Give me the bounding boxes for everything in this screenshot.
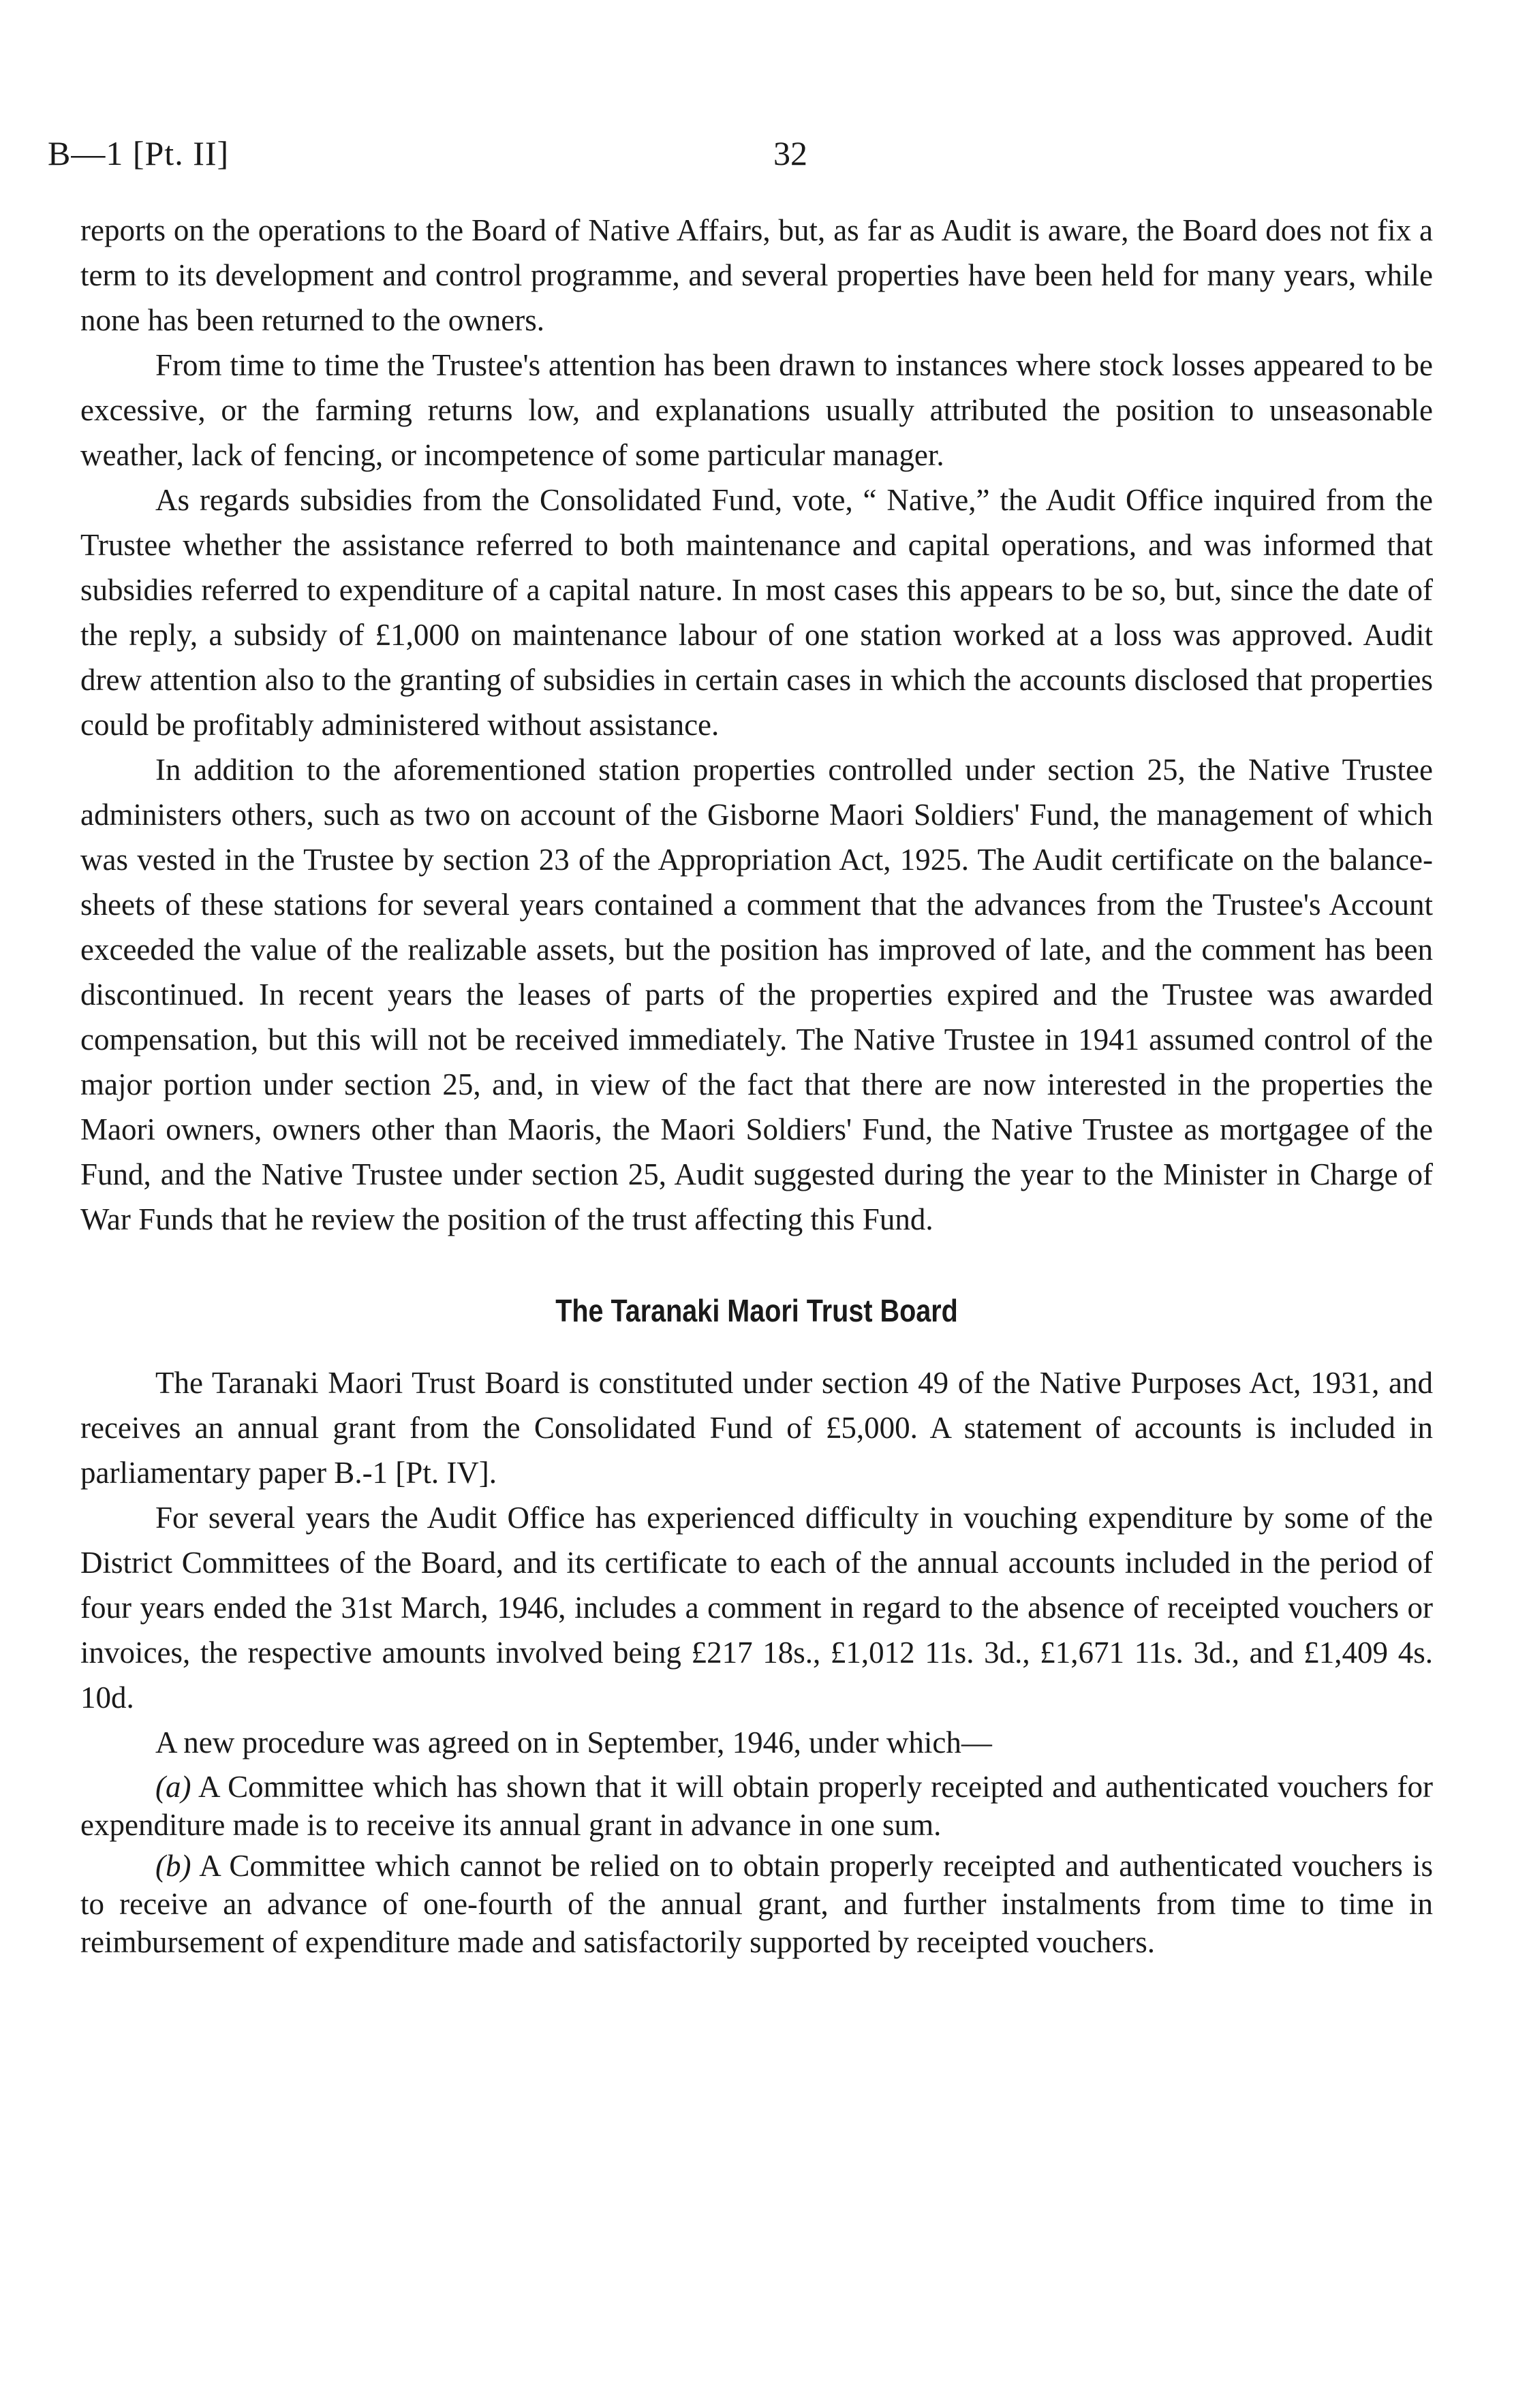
section-heading: The Taranaki Maori Trust Board	[555, 1293, 958, 1328]
list-item-text: A Committee which has shown that it will obtain properly receipted and authenticated vouchers for expenditure made is to receive its annual grant in advance in one sum.	[80, 1770, 1433, 1842]
paragraph: In addition to the aforementioned station properties controlled under section 25, the Native Trustee administers others, such as two on account of the Gisborne Maori Soldiers' Fund, the management of which was vested in the Trustee by section 23 of the Appropriation Act, 1925. The Audit certificate on the balance-sheets of these stations for several years contained a comment that the advances from the Trustee's Account exceeded the value of the realizable assets, but the position has improved of late, and the comment has been discontinued. In recent years the leases of parts of the properties expired and the Trustee was awarded compensation, but this will not be received immediately. The Native Trustee in 1941 assumed control of the major portion under section 25, and, in view of the fact that there are now interested in the properties the Maori owners, owners other than Maoris, the Maori Soldiers' Fund, the Native Trustee as mortgagee of the Fund, and the Native Trustee under section 25, Audit suggested during the year to the Minister in Charge of War Funds that he review the position of the trust affecting this Fund.	[80, 753, 1433, 1236]
list-marker: (a)	[155, 1770, 191, 1804]
paragraph: As regards subsidies from the Consolidated Fund, vote, “ Native,” the Audit Office inquired from the Trustee whether the assistance referred to both maintenance and capital operations, and was informed that subsidies referred to expenditure of a capital nature. In most cases this appears to be so, but, since the date of the reply, a subsidy of £1,000 on maintenance labour of one station worked at a loss was approved. Audit drew attention also to the granting of subsidies in certain cases in which the accounts disclosed that properties could be profitably administered without assistance.	[80, 483, 1433, 742]
paragraph: From time to time the Trustee's attention has been drawn to instances where stock losses appeared to be excessive, or the farming returns low, and explanations usually attributed the position to unseasonable weather, lack of fencing, or incompetence of some particular manager.	[80, 348, 1433, 472]
page-number: 32	[773, 134, 807, 172]
paragraph: A new procedure was agreed on in September, 1946, under which—	[155, 1725, 992, 1760]
paragraph: The Taranaki Maori Trust Board is constituted under section 49 of the Native Purposes Act, 1931, and receives an annual grant from the Consolidated Fund of £5,000. A statement of accounts is included in parliamentary paper B.-1 [Pt. IV].	[80, 1366, 1433, 1490]
page-header	[48, 129, 1479, 177]
paragraph: For several years the Audit Office has experienced difficulty in vouching expenditure by some of the District Committees of the Board, and its certificate to each of the annual accounts included in the period of four years ended the 31st March, 1946, includes a comment in regard to the absence of receipted vouchers or invoices, the respective amounts involved being £217 18s., £1,012 11s. 3d., £1,671 11s. 3d., and £1,409 4s. 10d.	[80, 1501, 1433, 1715]
list-marker: (b)	[155, 1849, 191, 1883]
list-item	[80, 1847, 1433, 1961]
page-body	[80, 208, 1433, 1961]
paragraph: reports on the operations to the Board of Native Affairs, but, as far as Audit is aware, the Board does not fix a term to its development and control programme, and several properties have been held for many years, while none has been returned to the owners.	[80, 213, 1433, 337]
list-item-text: A Committee which cannot be relied on to obtain properly receipted and authenticated vouchers is to receive an advance of one-fourth of the annual grant, and further instalments from time to time in reimbursement of expenditure made and satisfactorily supported by receipted vouchers.	[80, 1849, 1433, 1959]
document-reference: B—1 [Pt. II]	[48, 134, 230, 172]
list-item	[80, 1768, 1433, 1844]
